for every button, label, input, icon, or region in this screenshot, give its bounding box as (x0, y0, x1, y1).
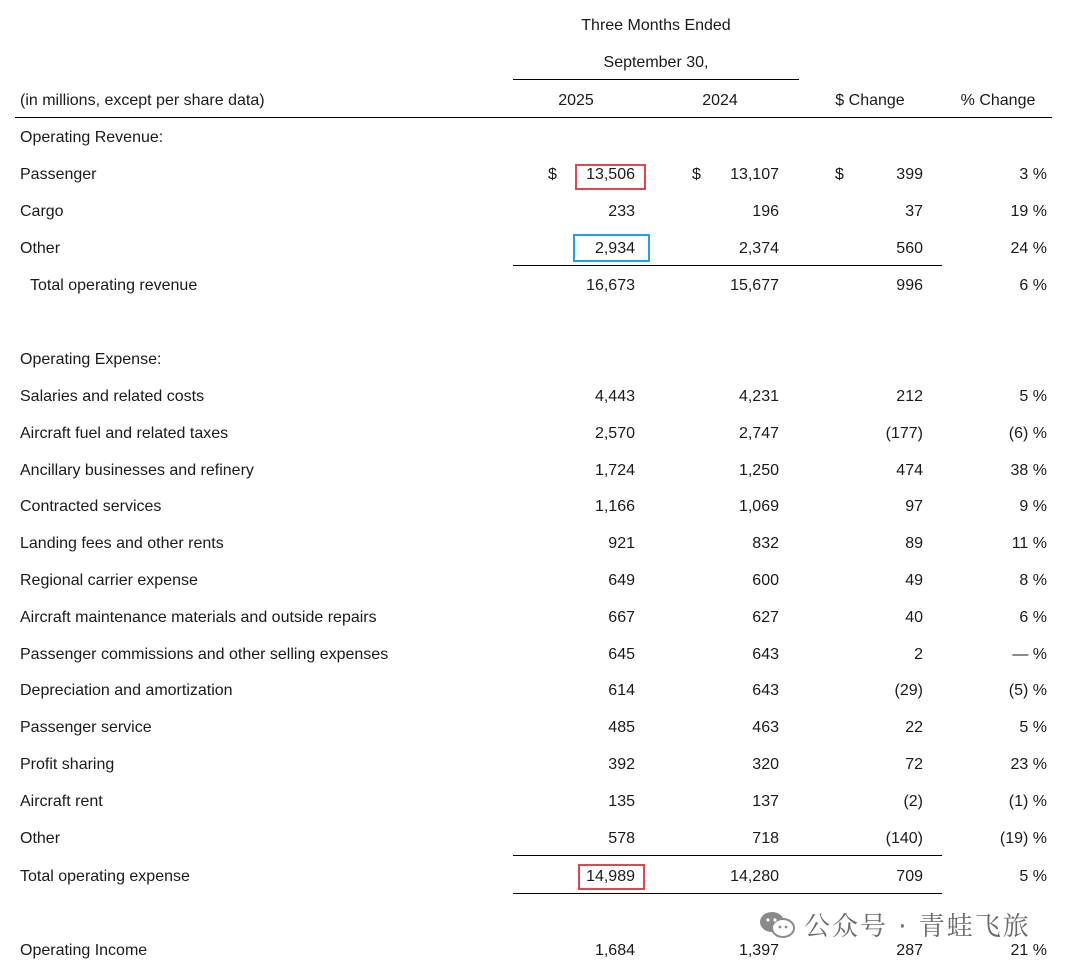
row-2025: 1,166 (594, 498, 635, 516)
total-expense-2024: 14,280 (730, 868, 779, 885)
row-2025: 578 (608, 829, 635, 847)
row-2025: 485 (608, 719, 635, 737)
total-expense-pct: 5 % (1019, 868, 1047, 885)
row-change: 212 (896, 388, 923, 405)
row-2025: 233 (608, 203, 635, 220)
row-pct: 5 % (1019, 388, 1047, 405)
row-pct: 38 % (1010, 461, 1047, 479)
operating-income-label: Operating Income (20, 942, 148, 959)
row-label: Other (20, 829, 61, 847)
operating-income-2025: 1,684 (594, 942, 635, 959)
row-2024: 137 (752, 792, 779, 810)
row-label: Passenger (20, 166, 97, 183)
operating-income-2024: 1,397 (738, 942, 779, 959)
row-2025: 135 (608, 792, 635, 810)
row-pct: (19) % (999, 829, 1047, 847)
row-pct: 5 % (1019, 719, 1047, 737)
period-line-1: Three Months Ended (581, 17, 731, 34)
row-pct: 23 % (1010, 756, 1047, 773)
row-label: Aircraft rent (20, 792, 103, 810)
currency-symbol: $ (692, 166, 701, 183)
total-revenue-2025: 16,673 (586, 277, 635, 294)
row-2024: 832 (752, 535, 779, 553)
row-2025: 2,934 (594, 240, 635, 257)
row-change: (2) (903, 792, 923, 810)
row-pct: 3 % (1019, 166, 1047, 183)
row-change: (177) (885, 424, 923, 442)
currency-symbol: $ (835, 166, 844, 183)
row-2024: 627 (752, 608, 779, 626)
section-title-expense: Operating Expense: (20, 351, 162, 368)
watermark (758, 906, 1031, 943)
row-label: Aircraft maintenance materials and outside repairs (20, 608, 377, 626)
row-2024: 2,374 (738, 240, 779, 257)
watermark-text: 公众号 · 青蛙飞旅 (804, 912, 1031, 942)
row-2025: 1,724 (594, 461, 635, 479)
expense-subtotal-line (513, 855, 942, 856)
row-pct: 19 % (1010, 203, 1047, 220)
row-change: 97 (905, 498, 923, 516)
row-change: 49 (905, 572, 923, 589)
row-label: Passenger commissions and other selling expenses (20, 645, 389, 663)
row-2025: 4,443 (594, 388, 635, 405)
highlight-box-passenger-2025 (575, 164, 646, 190)
row-change: 89 (905, 535, 923, 553)
row-change: 22 (905, 719, 923, 737)
total-revenue-label: Total operating revenue (30, 277, 198, 294)
row-label: Cargo (20, 203, 64, 220)
row-change: 560 (896, 240, 923, 257)
total-expense-label: Total operating expense (20, 868, 190, 885)
row-label: Aircraft fuel and related taxes (20, 424, 229, 442)
row-2024: 2,747 (738, 424, 779, 442)
row-change: (29) (894, 682, 923, 700)
row-2025: 614 (608, 682, 635, 700)
row-pct: 24 % (1010, 240, 1047, 257)
highlight-box-total-expense-2025 (578, 864, 645, 890)
row-pct: (6) % (1008, 424, 1047, 442)
total-expense-2025: 14,989 (586, 868, 635, 885)
col-header-2025: 2025 (558, 92, 594, 109)
row-pct: (1) % (1008, 792, 1047, 810)
row-pct: 11 % (1011, 535, 1047, 553)
row-2025: 667 (608, 608, 635, 626)
row-pct: 9 % (1019, 498, 1047, 516)
row-2025: 921 (608, 535, 635, 553)
row-label: Landing fees and other rents (20, 535, 224, 553)
total-revenue-pct: 6 % (1019, 277, 1047, 294)
expense-total-underline (513, 893, 942, 894)
row-change: 2 (914, 645, 923, 663)
row-2024: 320 (752, 756, 779, 773)
revenue-subtotal-line (513, 265, 942, 266)
row-label: Salaries and related costs (20, 388, 205, 405)
row-change: 72 (905, 756, 923, 773)
row-label: Ancillary businesses and refinery (20, 461, 254, 479)
row-2024: 13,107 (730, 166, 779, 183)
row-label: Profit sharing (20, 756, 115, 773)
units-label: (in millions, except per share data) (20, 92, 265, 109)
highlight-box-other-2025 (573, 234, 650, 262)
total-expense-change: 709 (896, 868, 923, 885)
row-label: Contracted services (20, 498, 162, 516)
row-2025: 649 (608, 572, 635, 589)
row-2024: 718 (752, 829, 779, 847)
row-2025: 13,506 (586, 166, 635, 183)
row-change: 40 (905, 608, 923, 626)
row-2024: 463 (752, 719, 779, 737)
row-2024: 643 (752, 682, 779, 700)
row-pct: 8 % (1019, 572, 1047, 589)
total-revenue-2024: 15,677 (730, 277, 779, 294)
row-change: 37 (905, 203, 923, 220)
row-pct: (5) % (1008, 682, 1047, 700)
section-title-revenue: Operating Revenue: (20, 129, 164, 146)
row-label: Passenger service (20, 719, 152, 737)
row-label: Depreciation and amortization (20, 682, 233, 700)
header-underline (15, 117, 1052, 118)
row-change: 399 (896, 166, 923, 183)
row-2024: 600 (752, 572, 779, 589)
row-pct: 6 % (1019, 608, 1047, 626)
row-change: 474 (896, 461, 923, 479)
operating-income-pct: 21 % (1010, 942, 1047, 959)
row-label: Regional carrier expense (20, 572, 198, 589)
row-2024: 196 (752, 203, 779, 220)
total-revenue-change: 996 (896, 277, 923, 294)
col-header-pct-change: % Change (960, 92, 1036, 109)
operating-income-change: 287 (896, 942, 923, 959)
period-line-2: September 30, (603, 54, 709, 71)
row-change: (140) (885, 829, 923, 847)
row-label: Other (20, 240, 61, 257)
row-2024: 1,250 (738, 461, 779, 479)
row-2024: 643 (752, 645, 779, 663)
currency-symbol: $ (548, 166, 557, 183)
row-2024: 4,231 (738, 388, 779, 405)
row-2025: 2,570 (594, 424, 635, 442)
row-2025: 645 (608, 645, 635, 663)
col-header-2024: 2024 (702, 92, 738, 109)
row-2025: 392 (608, 756, 635, 773)
wechat-icon (758, 910, 796, 940)
period-underline (513, 79, 799, 80)
col-header-dollar-change: $ Change (835, 92, 905, 109)
row-2024: 1,069 (738, 498, 779, 516)
row-pct: — % (1012, 645, 1047, 663)
